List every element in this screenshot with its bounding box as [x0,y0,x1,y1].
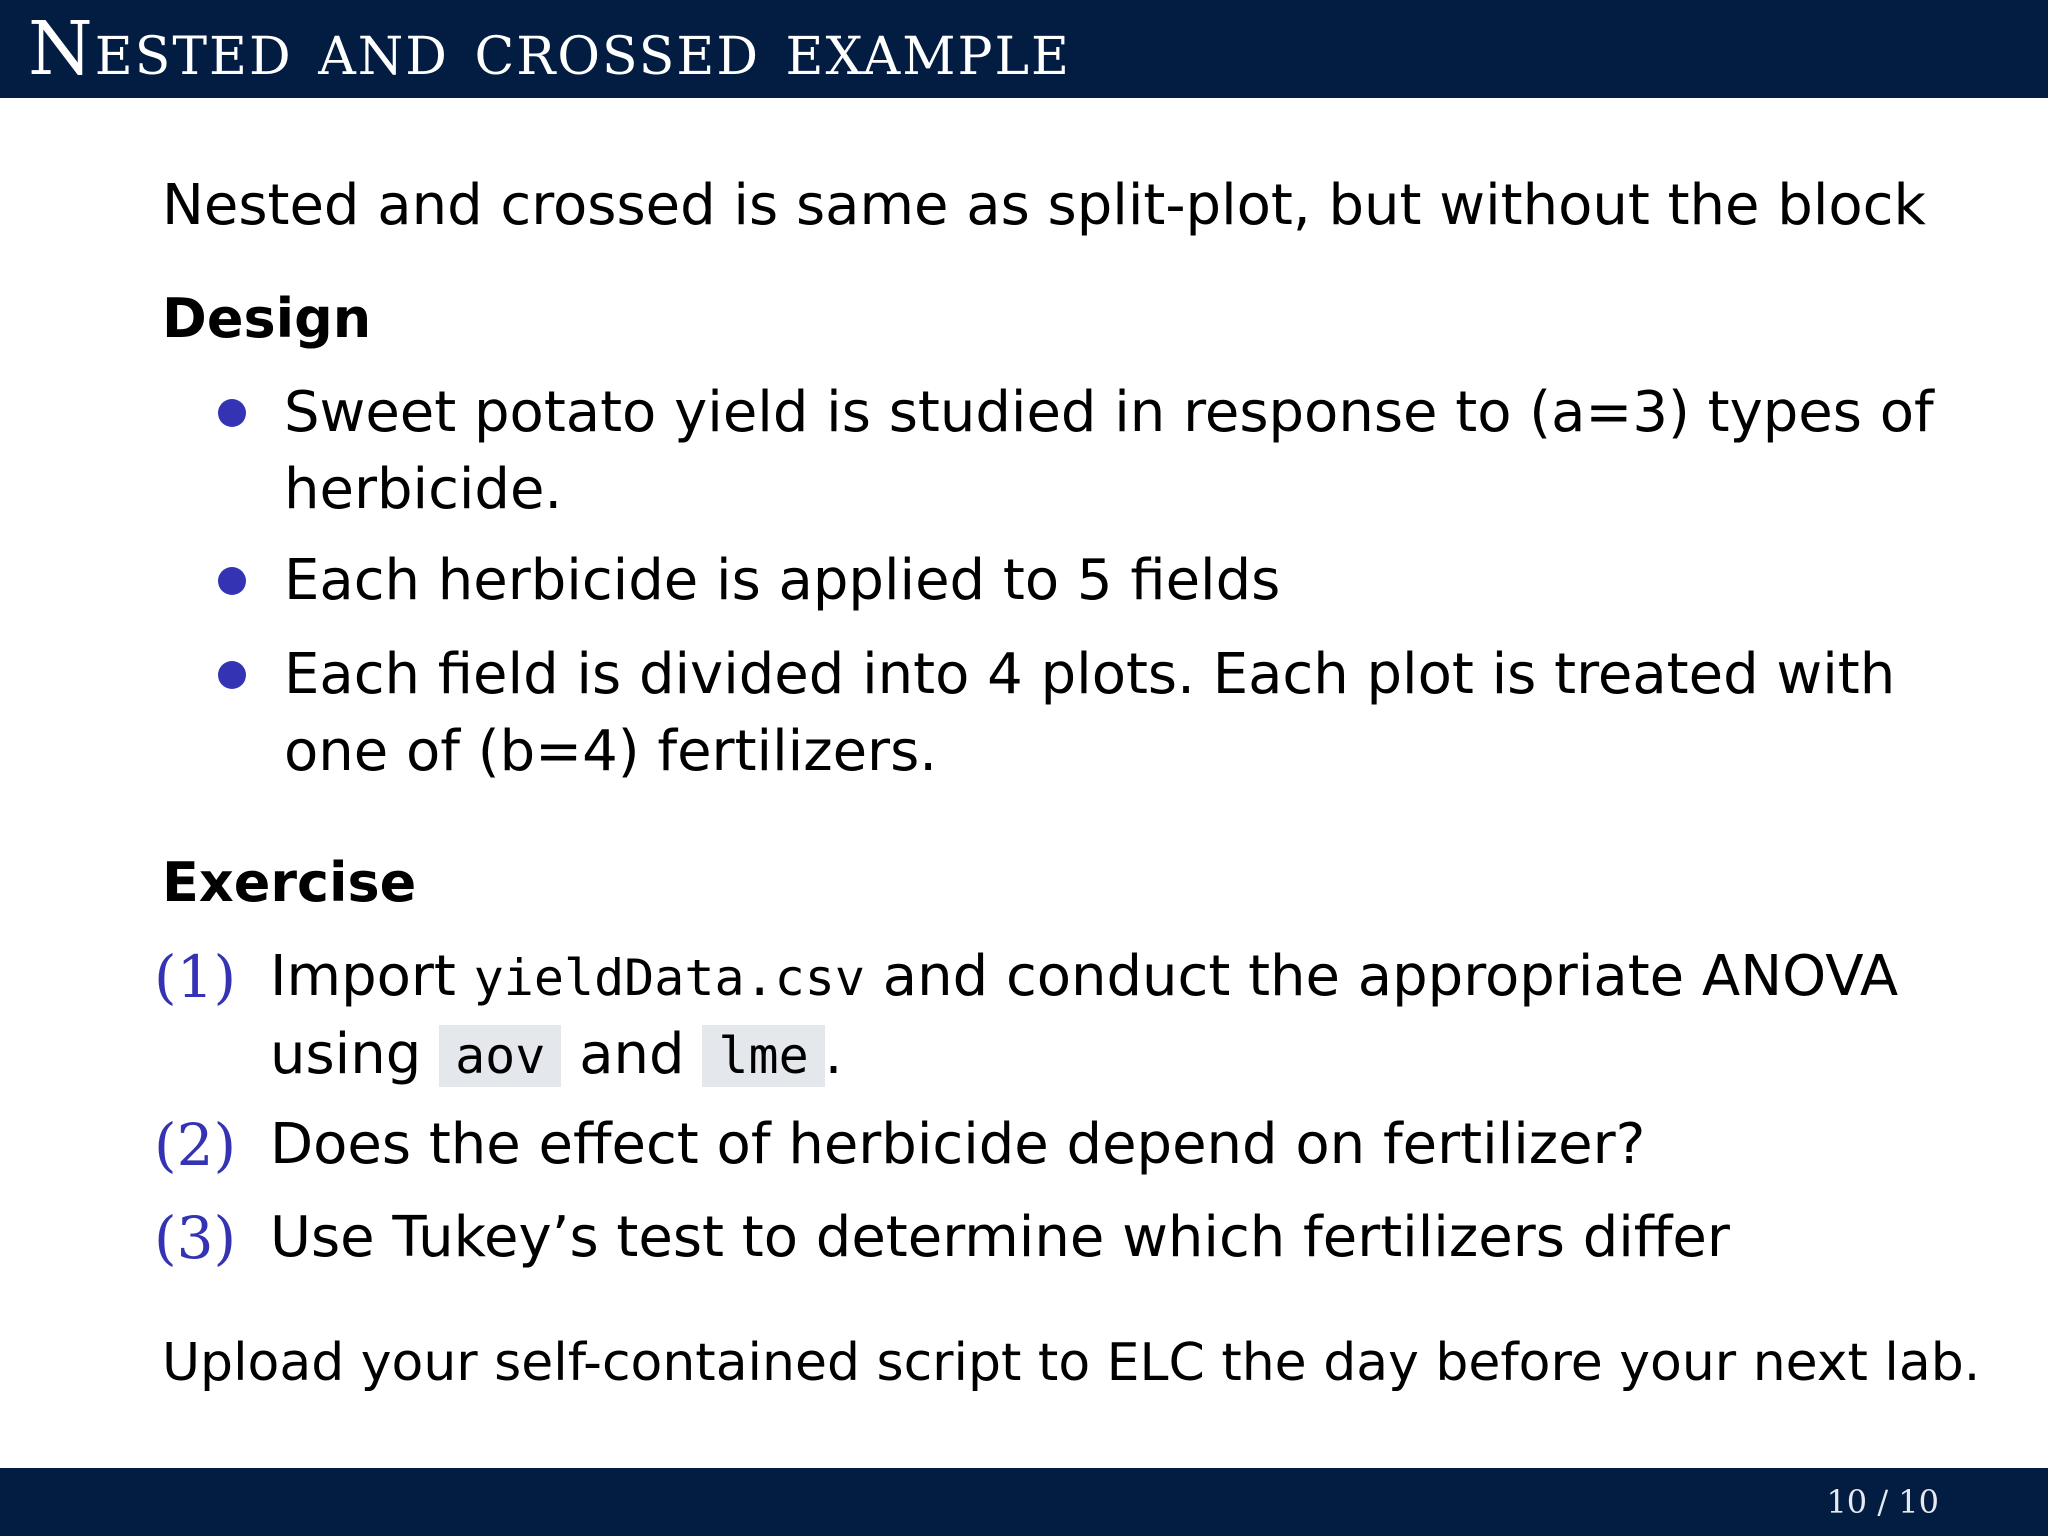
exercise-1-line-1 [270,939,1898,1016]
exercise-3-text: Use Tukey’s test to determine which fertilizers differ [270,1205,1730,1270]
bullet-1-line-2: herbicide. [284,457,563,522]
code-lme: lme [702,1025,824,1087]
exercise-1-middle: and [561,1022,703,1087]
bullet-3-line-1: Each field is divided into 4 plots. Each plot is treated with [284,642,1896,707]
footer-bar [0,1468,2048,1536]
bullet-dot [218,661,246,689]
intro-text: Nested and crossed is same as split-plot, but without the block [162,173,1926,238]
slide-title: Nested and crossed example [28,6,1071,92]
exercise-1-end: . [824,1022,843,1087]
exercise-1-suffix: and conduct the appropriate ANOVA [865,944,1899,1009]
exercise-2-text: Does the effect of herbicide depend on fertilizer? [270,1112,1646,1177]
exercise-1-prefix: Import [270,944,474,1009]
code-aov: aov [439,1025,561,1087]
closing-text: Upload your self-contained script to ELC the day before your next lab. [162,1333,1981,1393]
page-number: 10 / 10 [1826,1483,1939,1521]
file-name: yieldData.csv [473,949,865,1007]
design-heading: Design [162,287,372,350]
enum-mark-1: (1) [154,943,237,1011]
bullet-dot [218,399,246,427]
bullet-1-line-1: Sweet potato yield is studied in response to (a=3) types of [284,380,1934,445]
enum-mark-2: (2) [154,1111,237,1179]
exercise-1-line-2 [270,1017,842,1094]
exercise-heading: Exercise [162,851,417,914]
enum-mark-3: (3) [154,1204,237,1272]
exercise-1-line2-prefix: using [270,1022,440,1087]
bullet-2-line-1: Each herbicide is applied to 5 fields [284,548,1281,613]
bullet-dot [218,567,246,595]
bullet-3-line-2: one of (b=4) fertilizers. [284,719,938,784]
